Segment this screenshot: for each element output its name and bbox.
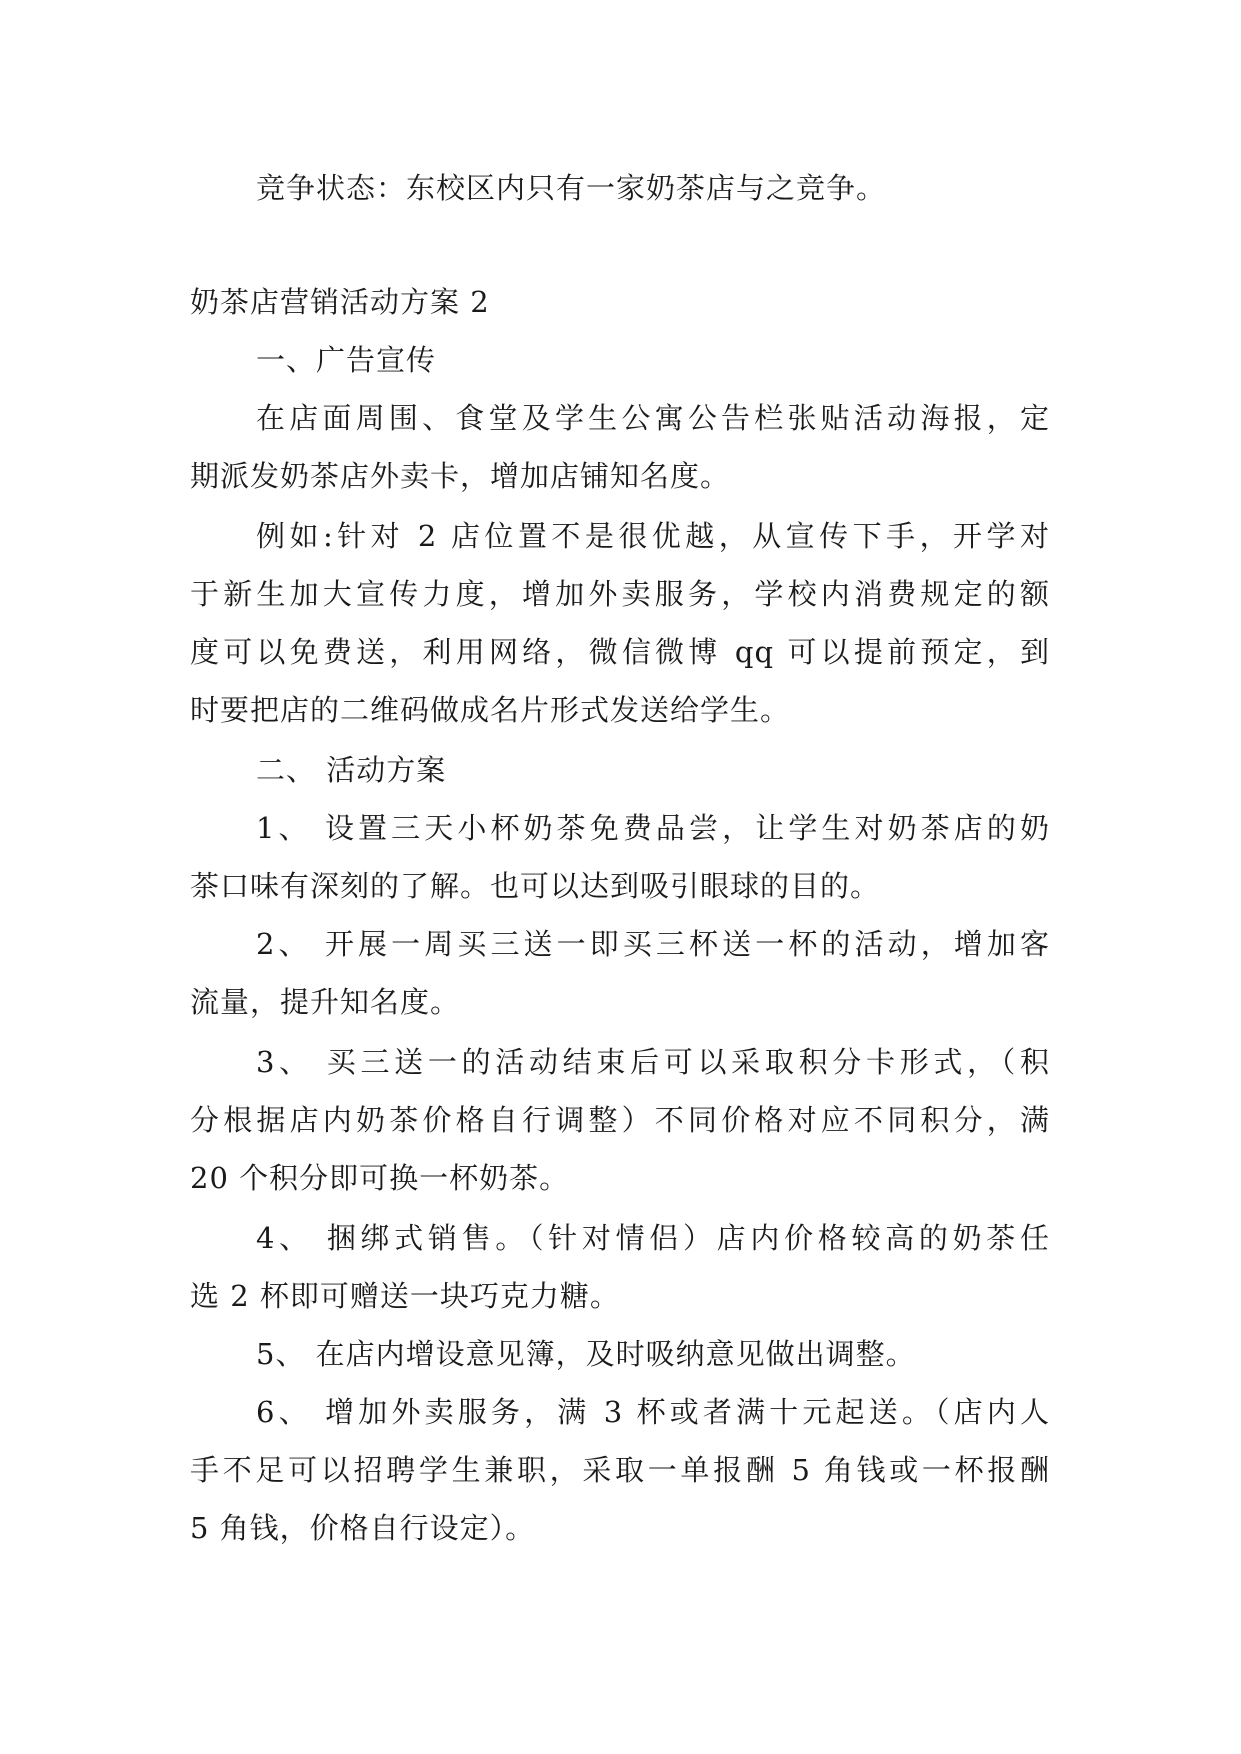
example-para-line-3: 度可以免费送，利用网络，微信微博 qq 可以提前预定，到 (190, 635, 1050, 669)
item-3-line-1: 3、 买三送一的活动结束后可以采取积分卡形式，（积 (256, 1045, 1050, 1079)
item-1-line-1: 1、 设置三天小杯奶茶免费品尝，让学生对奶茶店的奶 (256, 811, 1050, 845)
item-6-line-2: 手不足可以招聘学生兼职，采取一单报酬 5 角钱或一杯报酬 (190, 1453, 1050, 1487)
item-4-line-2: 选 2 杯即可赠送一块巧克力糖。 (190, 1279, 620, 1313)
item-1-line-2: 茶口味有深刻的了解。也可以达到吸引眼球的目的。 (190, 869, 881, 903)
item-2-line-2: 流量，提升知名度。 (190, 985, 461, 1019)
competition-line: 竞争状态：东校区内只有一家奶茶店与之竞争。 (256, 171, 887, 205)
item-4-line-1: 4、 捆绑式销售。（针对情侣）店内价格较高的奶茶任 (256, 1221, 1050, 1255)
plan-heading: 二、 活动方案 (256, 753, 447, 787)
item-5-line-1: 5、 在店内增设意见簿，及时吸纳意见做出调整。 (256, 1337, 916, 1371)
section-title: 奶茶店营销活动方案 2 (190, 285, 490, 319)
example-para-line-4: 时要把店的二维码做成名片形式发送给学生。 (190, 693, 791, 727)
ad-heading: 一、广告宣传 (256, 343, 437, 377)
item-6-line-1: 6、 增加外卖服务，满 3 杯或者满十元起送。（店内人 (256, 1395, 1050, 1429)
example-para-line-1: 例如:针对 2 店位置不是很优越，从宣传下手，开学对 (256, 519, 1050, 553)
item-2-line-1: 2、 开展一周买三送一即买三杯送一杯的活动，增加客 (256, 927, 1050, 961)
item-3-line-3: 20 个积分即可换一杯奶茶。 (190, 1161, 570, 1195)
item-3-line-2: 分根据店内奶茶价格自行调整）不同价格对应不同积分，满 (190, 1103, 1050, 1137)
ad-para-line-1: 在店面周围、食堂及学生公寓公告栏张贴活动海报，定 (256, 401, 1050, 435)
example-para-line-2: 于新生加大宣传力度，增加外卖服务，学校内消费规定的额 (190, 577, 1050, 611)
item-6-line-3: 5 角钱，价格自行设定）。 (190, 1511, 536, 1545)
ad-para-line-2: 期派发奶茶店外卖卡，增加店铺知名度。 (190, 459, 731, 493)
